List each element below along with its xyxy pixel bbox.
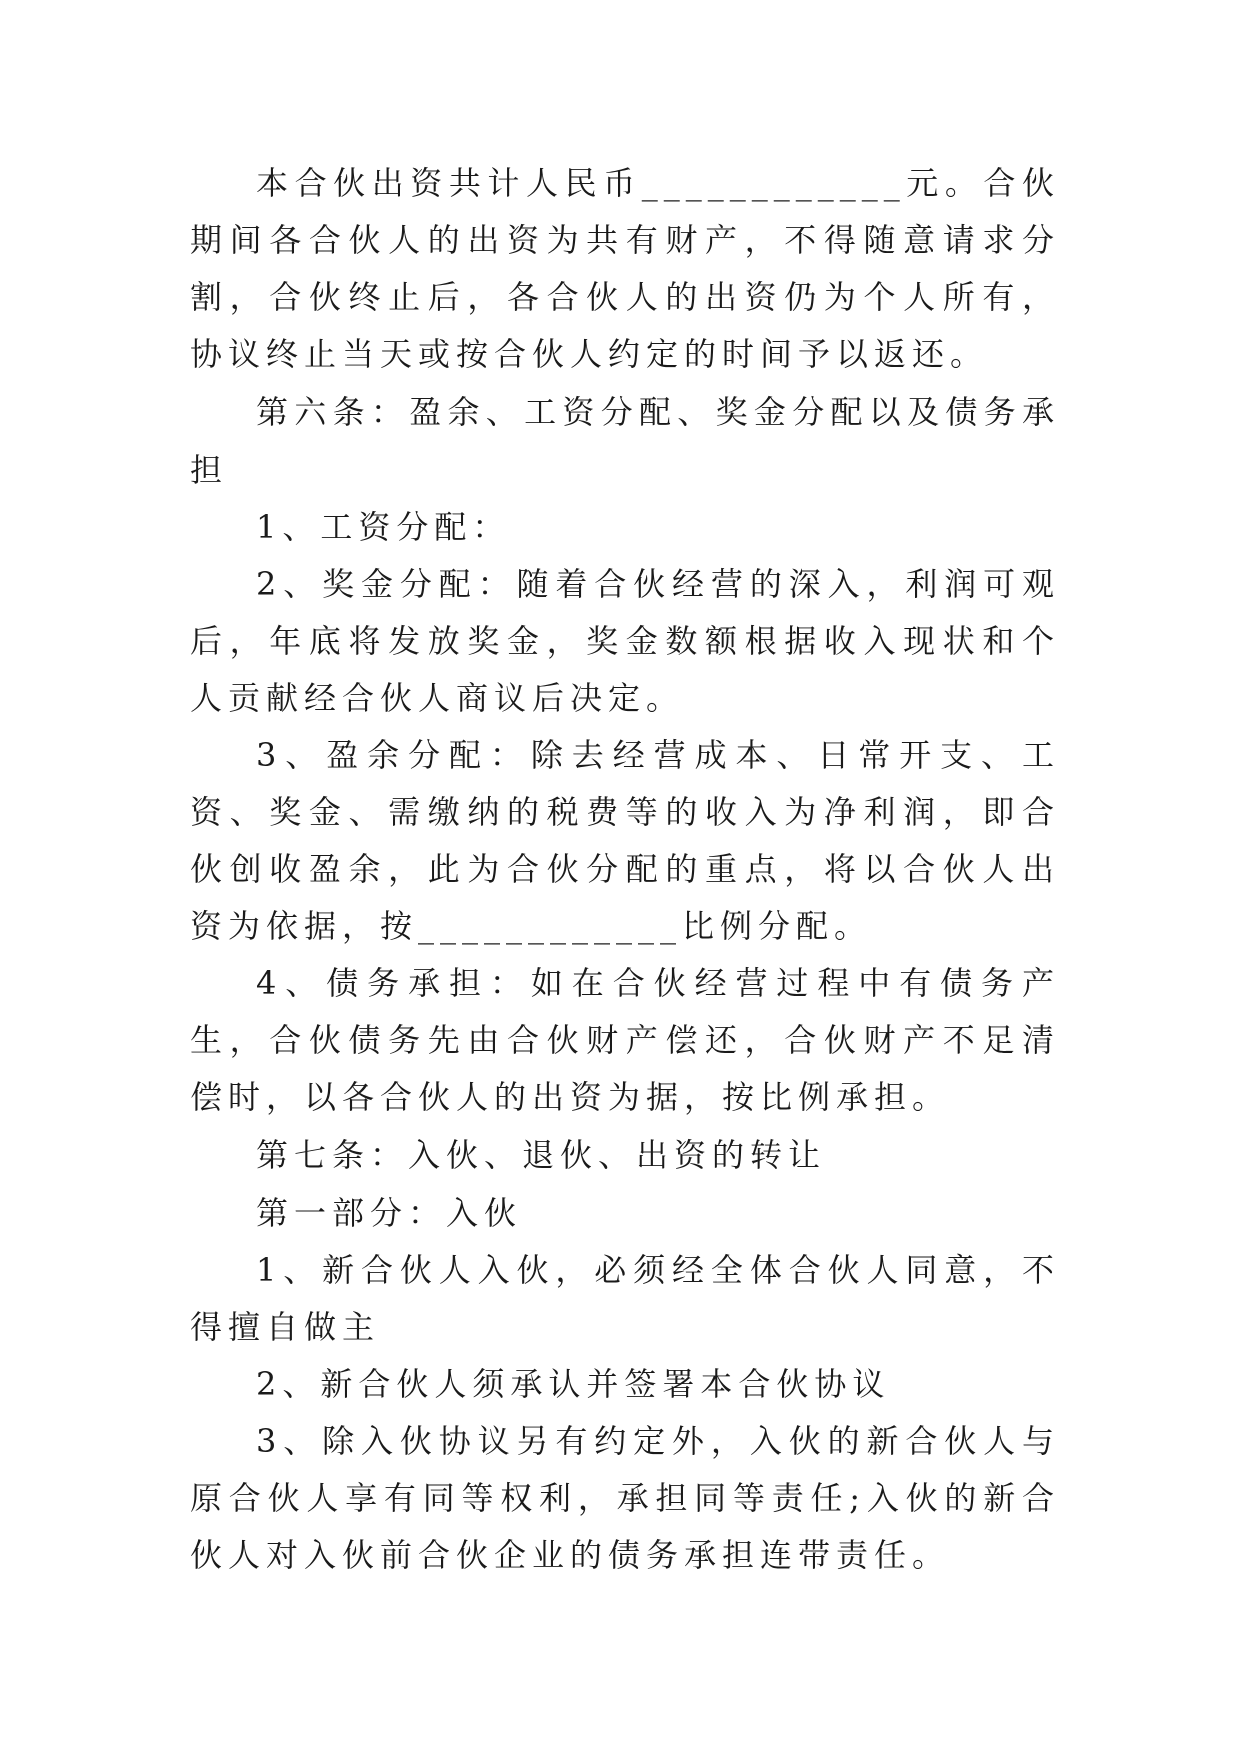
article-seven-heading: 第七条：入伙、退伙、出资的转让 bbox=[256, 1136, 827, 1174]
paragraph-capital-contribution: 本合伙出资共计人民币____________元。合伙期间各合伙人的出资为共有财产，不得随意请求分割，合伙终止后，各合伙人的出资仍为个人所有，协议终止当天或按合伙人约定的时间予以返还。 bbox=[190, 164, 1060, 373]
paragraph-surplus-distribution: 3、盈余分配：除去经营成本、日常开支、工资、奖金、需缴纳的税费等的收入为净利润，即合伙创收盈余，此为合伙分配的重点，将以合伙人出资为依据，按____________比例分配。 bbox=[190, 736, 1060, 945]
part-one-heading: 第一部分：入伙 bbox=[256, 1194, 523, 1232]
paragraph-admission-consent: 1、新合伙人入伙，必须经全体合伙人同意，不得擅自做主 bbox=[190, 1251, 1060, 1346]
paragraph-admission-sign: 2、新合伙人须承认并签署本合伙协议 bbox=[256, 1365, 891, 1403]
paragraph-bonus-distribution: 2、奖金分配：随着合伙经营的深入，利润可观后，年底将发放奖金，奖金数额根据收入现状和个人贡献经合伙人商议后决定。 bbox=[190, 565, 1060, 717]
paragraph-admission-rights: 3、除入伙协议另有约定外，入伙的新合伙人与原合伙人享有同等权利，承担同等责任;入伙的新合伙人对入伙前合伙企业的债务承担连带责任。 bbox=[190, 1422, 1060, 1574]
article-six-heading: 第六条：盈余、工资分配、奖金分配以及债务承担 bbox=[190, 393, 1060, 489]
document-body bbox=[190, 155, 1060, 1584]
paragraph-debt-bearing: 4、债务承担：如在合伙经营过程中有债务产生，合伙债务先由合伙财产偿还，合伙财产不足清偿时，以各合伙人的出资为据，按比例承担。 bbox=[190, 964, 1060, 1116]
paragraph-wage-distribution: 1、工资分配： bbox=[256, 508, 511, 546]
